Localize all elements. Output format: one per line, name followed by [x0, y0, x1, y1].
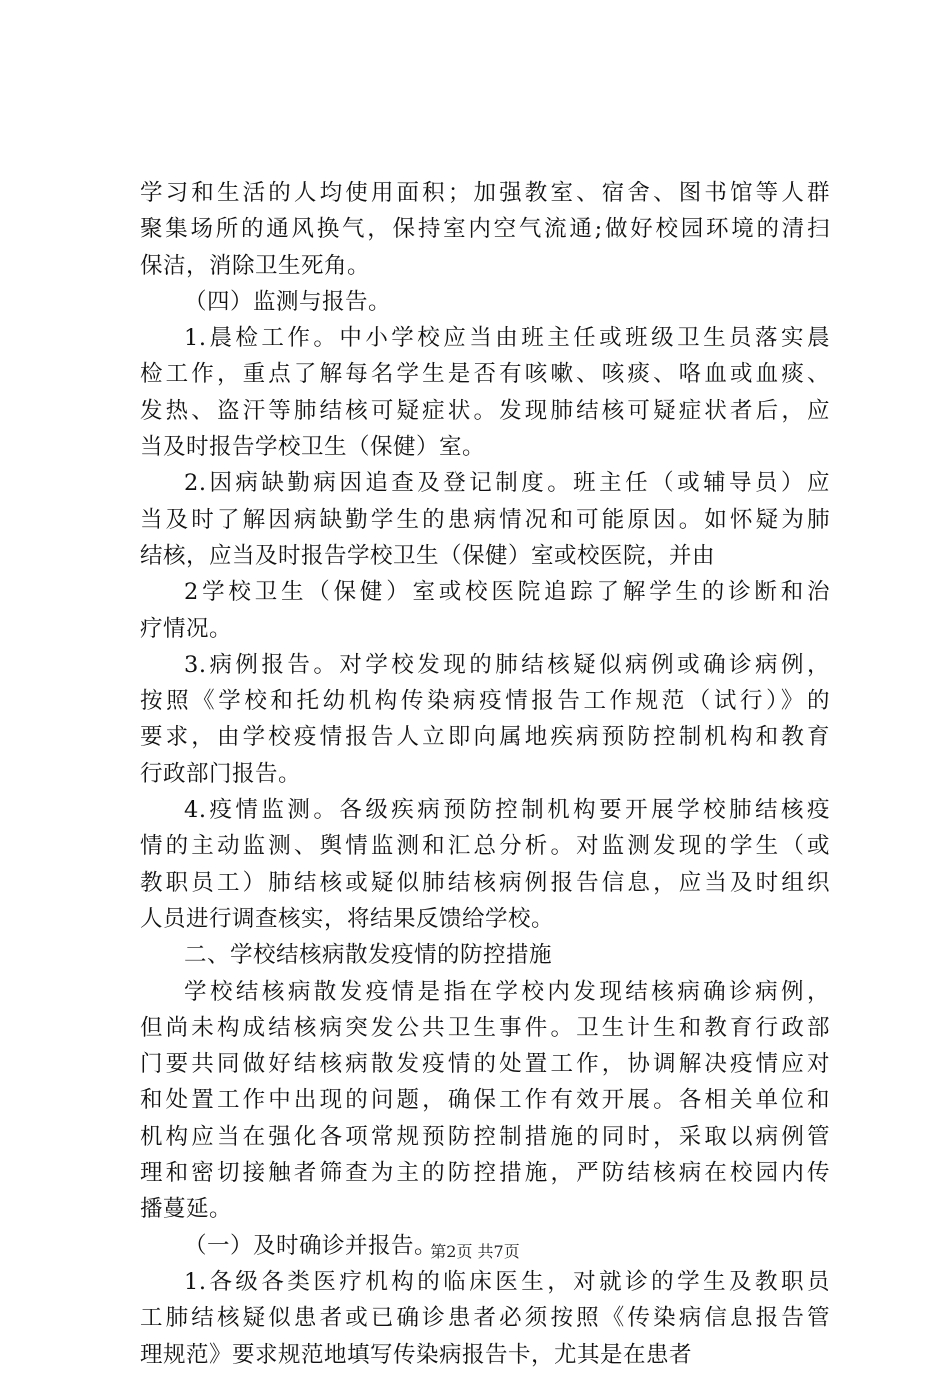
text-line: 教职员工）肺结核或疑似肺结核病例报告信息，应当及时组织 [140, 869, 830, 896]
text-line: 3.病例报告。对学校发现的肺结核疑似病例或确诊病例， [184, 651, 830, 678]
text-line: 4.疫情监测。各级疾病预防控制机构要开展学校肺结核疫 [184, 797, 830, 824]
text-line: 按照《学校和托幼机构传染病疫情报告工作规范（试行）》的 [140, 688, 830, 715]
text-line: 疗情况。 [140, 615, 233, 642]
text-line: 和处置工作中出现的问题，确保工作有效开展。各相关单位和 [140, 1087, 830, 1114]
section-heading: （一）及时确诊并报告。 [184, 1232, 438, 1259]
text-line: 聚集场所的通风换气，保持室内空气流通;做好校园环境的清扫 [140, 216, 830, 243]
text-line: 学习和生活的人均使用面积；加强教室、宿舍、图书馆等人群 [140, 180, 830, 206]
page-number-footer: 第2页 共7页 [430, 1242, 520, 1261]
text-line: 2学校卫生（保健）室或校医院追踪了解学生的诊断和治 [184, 579, 830, 606]
text-line: 要求，由学校疫情报告人立即向属地疾病预防控制机构和教育 [140, 724, 830, 751]
text-line: 理和密切接触者筛查为主的防控措施，严防结核病在校园内传 [140, 1160, 830, 1187]
text-line: 行政部门报告。 [140, 760, 302, 787]
text-line: 情的主动监测、舆情监测和汇总分析。对监测发现的学生（或 [140, 833, 830, 860]
text-line: 理规范》要求规范地填写传染病报告卡，尤其是在患者 [140, 1341, 693, 1368]
text-line: 2.因病缺勤病因追查及登记制度。班主任（或辅导员）应 [184, 470, 830, 497]
section-heading: （四）监测与报告。 [184, 288, 392, 315]
text-line: 保洁，消除卫生死角。 [140, 252, 371, 279]
text-line: 检工作，重点了解每名学生是否有咳嗽、咳痰、咯血或血痰、 [140, 361, 830, 388]
text-line: 1.各级各类医疗机构的临床医生，对就诊的学生及教职员 [184, 1268, 830, 1295]
section-heading: 二、学校结核病散发疫情的防控措施 [184, 942, 553, 969]
text-line: 当及时报告学校卫生（保健）室。 [140, 434, 486, 461]
text-line: 工肺结核疑似患者或已确诊患者必须按照《传染病信息报告管 [140, 1305, 830, 1332]
text-line: 当及时了解因病缺勤学生的患病情况和可能原因。如怀疑为肺 [140, 506, 830, 533]
text-line: 门要共同做好结核病散发疫情的处置工作，协调解决疫情应对 [140, 1051, 830, 1078]
text-line: 但尚未构成结核病突发公共卫生事件。卫生计生和教育行政部 [140, 1014, 830, 1041]
text-line: 1.晨检工作。中小学校应当由班主任或班级卫生员落实晨 [184, 325, 830, 352]
text-line: 机构应当在强化各项常规预防控制措施的同时，采取以病例管 [140, 1123, 830, 1150]
text-line: 人员进行调查核实，将结果反馈给学校。 [140, 905, 555, 932]
text-line: 结核，应当及时报告学校卫生（保健）室或校医院，并由 [140, 542, 716, 569]
text-line: 发热、盗汗等肺结核可疑症状。发现肺结核可疑症状者后，应 [140, 397, 830, 424]
text-line: 学校结核病散发疫情是指在学校内发现结核病确诊病例， [184, 978, 830, 1005]
text-line: 播蔓延。 [140, 1196, 233, 1223]
document-body [140, 175, 830, 1373]
